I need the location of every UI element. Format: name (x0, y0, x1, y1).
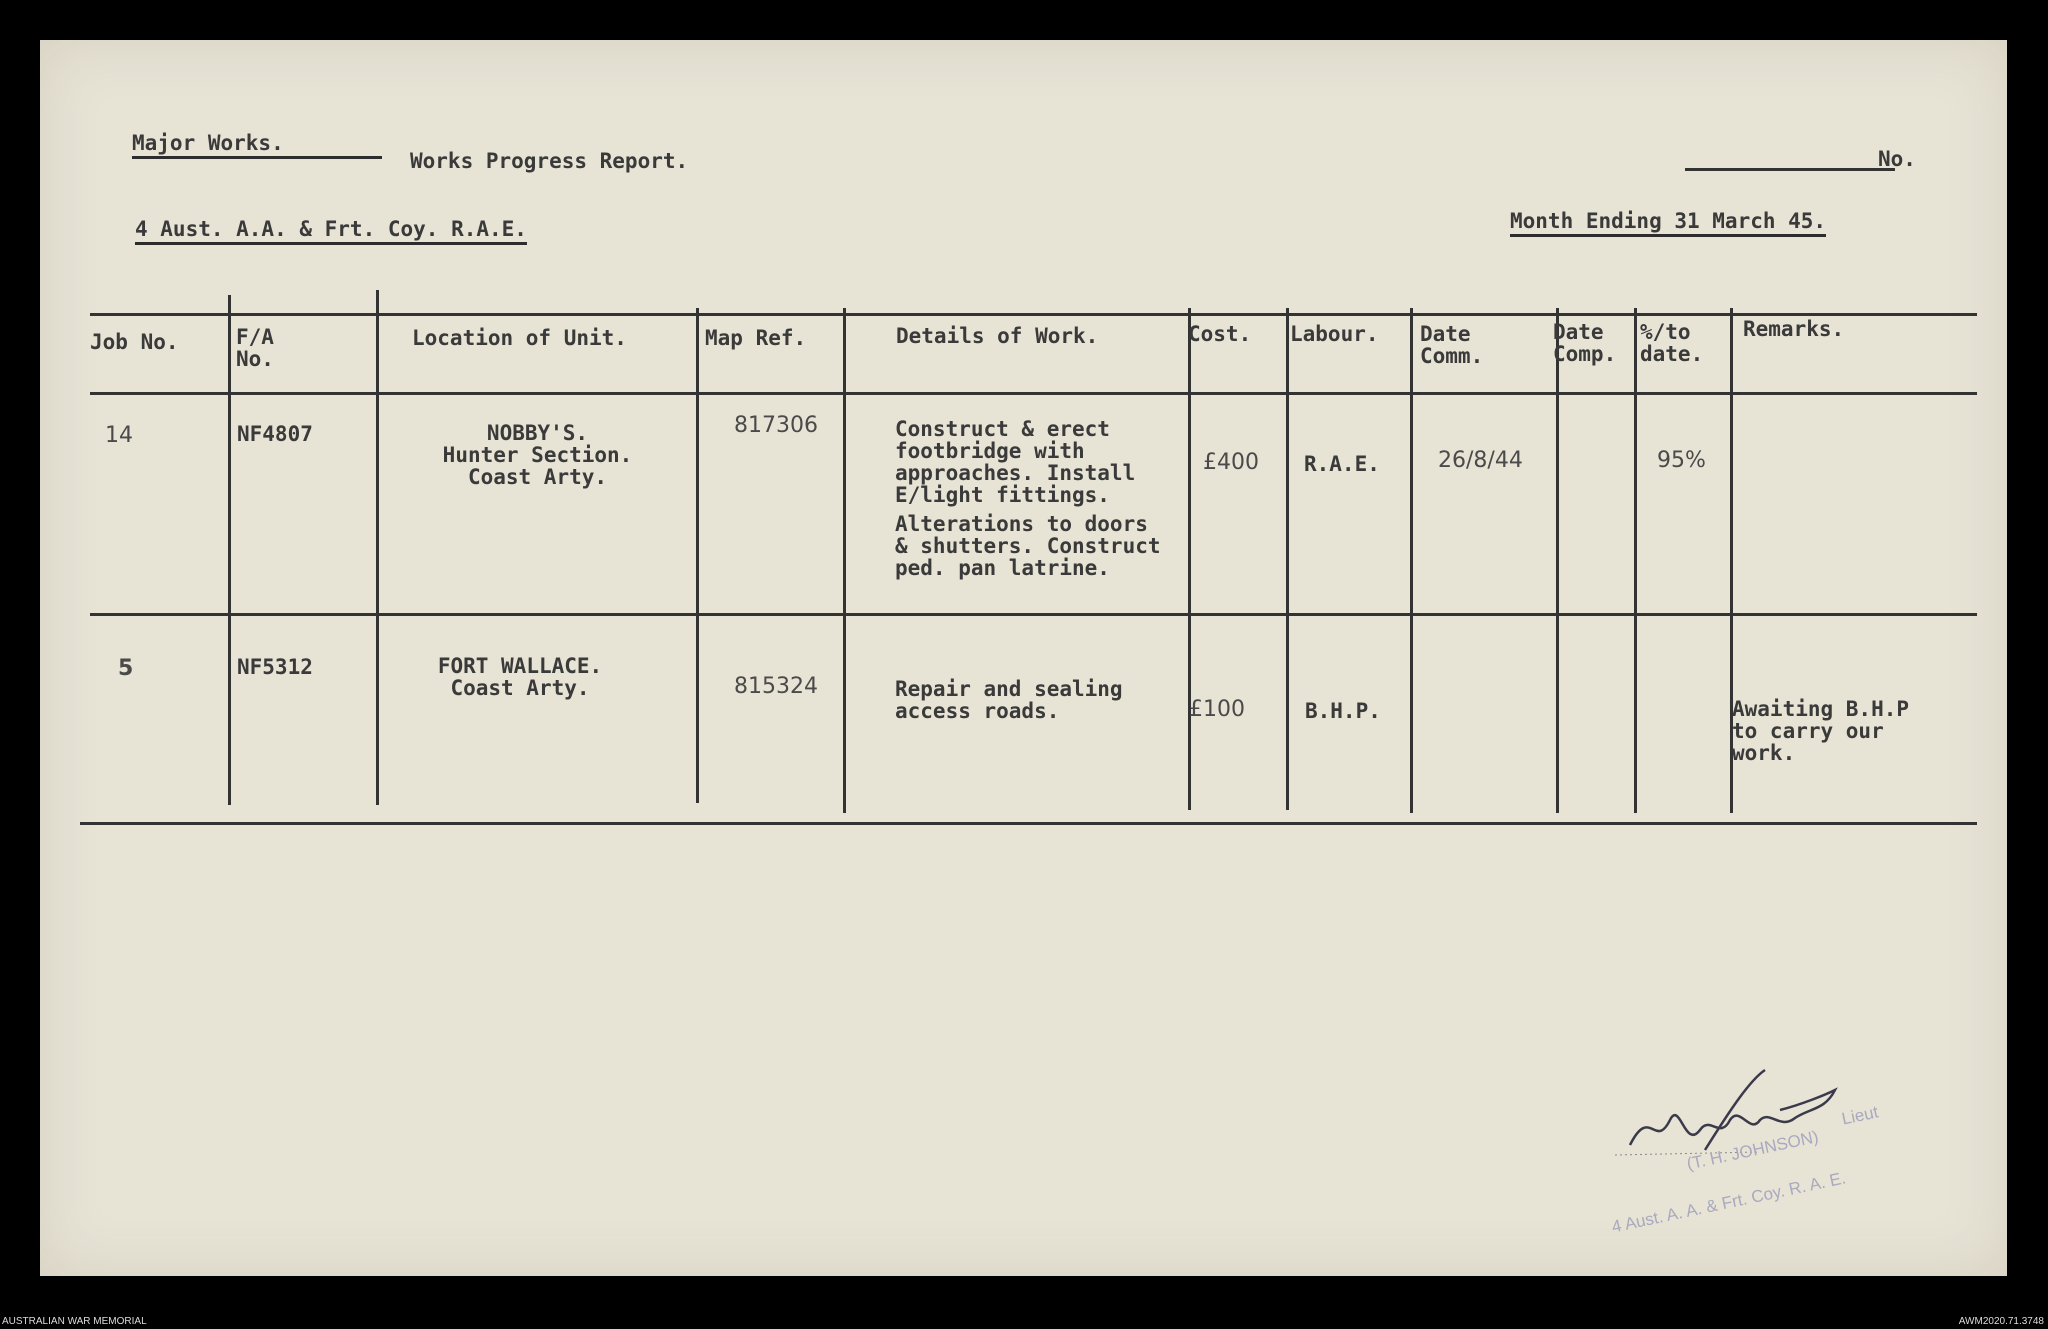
header-cost: Cost. (1188, 322, 1252, 346)
col-divider-6 (1286, 308, 1289, 810)
table-top-rule (90, 313, 1977, 316)
header-map-ref: Map Ref. (705, 326, 807, 350)
col-divider-2 (376, 290, 379, 805)
row1-job-no: 14 (105, 423, 133, 448)
row2-details-1: Repair and sealing access roads. (895, 677, 1123, 724)
header-details: Details of Work. (896, 324, 1099, 348)
header-labour: Labour. (1290, 322, 1379, 346)
header-bottom-rule (90, 392, 1977, 395)
row2-cost: £100 (1189, 697, 1245, 722)
col-divider-4 (843, 308, 846, 813)
col-divider-8 (1556, 308, 1559, 813)
header-location: Location of Unit. (412, 326, 627, 350)
document-page (40, 40, 2007, 1276)
row2-remarks: Awaiting B.H.P to carry our work. (1732, 698, 1910, 765)
header-date-comm: Date Comm. (1420, 322, 1484, 369)
footer-accession: AWM2020.71.3748 (1958, 1316, 2044, 1327)
stamp-lieut: Lieut (1840, 1102, 1881, 1129)
footer-institution: AUSTRALIAN WAR MEMORIAL (2, 1316, 147, 1327)
header-job-no: Job No. (90, 330, 179, 354)
major-works-label: Major Works. (132, 132, 382, 159)
stamp-unit: 4 Aust. A. A. & Frt. Coy. R. A. E. (1610, 1168, 1848, 1237)
row1-location: NOBBY'S. Hunter Section. Coast Arty. (442, 421, 633, 490)
row1-pct-to-date: 95% (1657, 448, 1706, 473)
row1-cost: £400 (1203, 450, 1259, 475)
row-divider-rule (90, 613, 1977, 616)
col-divider-1 (228, 295, 231, 805)
col-divider-3 (696, 308, 699, 803)
col-divider-5 (1188, 308, 1191, 810)
row1-fa-no: NF4807 (237, 422, 313, 446)
unit-name: 4 Aust. A.A. & Frt. Coy. R.A.E. (135, 218, 527, 245)
report-title: Works Progress Report. (410, 149, 689, 173)
col-divider-9 (1634, 308, 1637, 813)
row1-details-2: Alterations to doors & shutters. Construct ped. pan latrine. (895, 512, 1161, 581)
header-date-comp: Date Comp. (1553, 320, 1617, 367)
no-label: No. (1878, 147, 1916, 171)
col-divider-7 (1410, 308, 1413, 813)
row2-labour: B.H.P. (1305, 699, 1381, 723)
row1-labour: R.A.E. (1304, 452, 1380, 476)
row2-job-no: 5 (118, 656, 134, 681)
no-underline (1685, 168, 1895, 171)
header-fa-no: F/A No. (236, 325, 274, 372)
row2-map-ref: 815324 (734, 674, 818, 699)
table-bottom-rule (80, 822, 1977, 825)
month-ending: Month Ending 31 March 45. (1510, 210, 1826, 237)
header-remarks: Remarks. (1743, 317, 1845, 341)
header-pct-to-date: %/to date. (1640, 320, 1704, 367)
stamp-name: (T. H. JOHNSON) (1685, 1127, 1821, 1174)
row2-fa-no: NF5312 (237, 655, 313, 679)
row1-date-comm: 26/8/44 (1438, 448, 1523, 473)
row2-location: FORT WALLACE. Coast Arty. (437, 654, 603, 701)
row1-map-ref: 817306 (734, 413, 818, 438)
row1-details-1: Construct & erect footbridge with approaches. Install E/light fittings. (895, 417, 1136, 508)
